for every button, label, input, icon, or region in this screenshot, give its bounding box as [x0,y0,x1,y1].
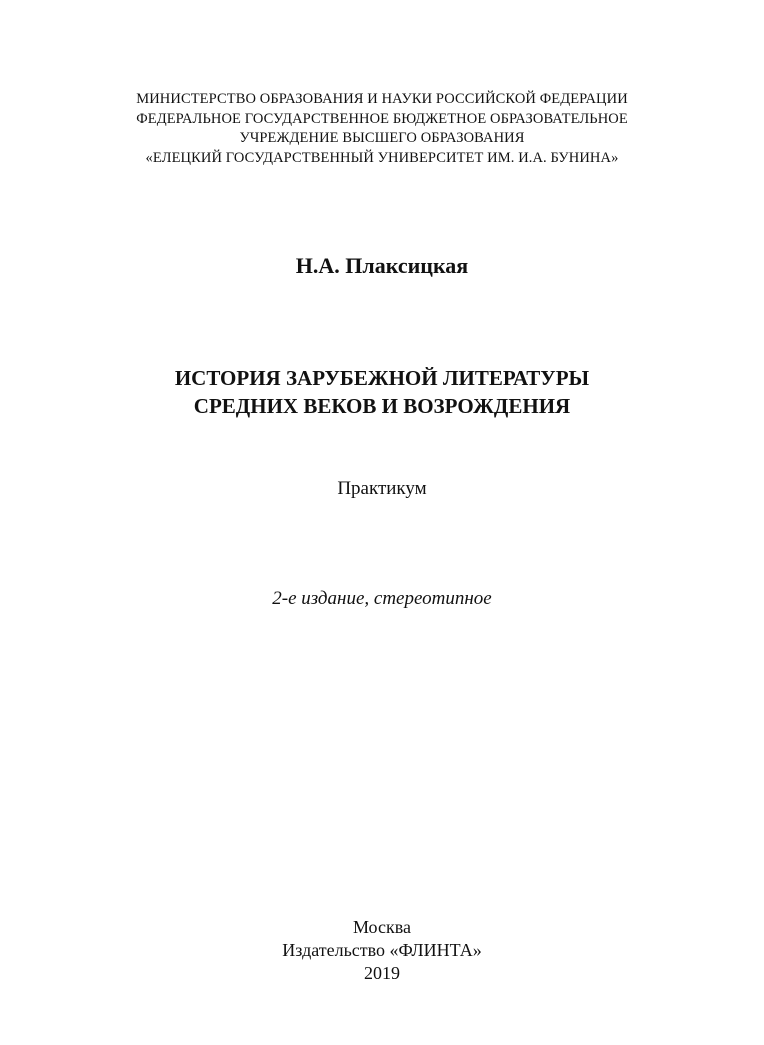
institution-line-ministry: МИНИСТЕРСТВО ОБРАЗОВАНИЯ И НАУКИ РОССИЙСКОЙ ФЕДЕРАЦИИ [136,91,628,107]
edition-note: 2-е издание, стереотипное [272,588,492,609]
institution-line-federal: ФЕДЕРАЛЬНОЕ ГОСУДАРСТВЕННОЕ БЮДЖЕТНОЕ ОБРАЗОВАТЕЛЬНОЕ [136,110,628,127]
book-title-line-1: ИСТОРИЯ ЗАРУБЕЖНОЙ ЛИТЕРАТУРЫ [174,366,590,390]
institution-header [0,90,764,168]
imprint-publisher: Издательство «ФЛИНТА» [282,940,482,960]
imprint-city: Москва [353,917,411,937]
institution-line-establishment: УЧРЕЖДЕНИЕ ВЫСШЕГО ОБРАЗОВАНИЯ [239,130,525,146]
book-title-line-2: СРЕДНИХ ВЕКОВ И ВОЗРОЖДЕНИЯ [193,394,571,418]
imprint-year: 2019 [364,963,400,983]
imprint [0,916,764,985]
book-title [0,364,764,420]
book-subtitle: Практикум [337,478,427,499]
author-name: Н.А. Плаксицкая [295,253,469,278]
institution-line-university: «ЕЛЕЦКИЙ ГОСУДАРСТВЕННЫЙ УНИВЕРСИТЕТ ИМ. И.А. БУНИНА» [145,149,619,166]
